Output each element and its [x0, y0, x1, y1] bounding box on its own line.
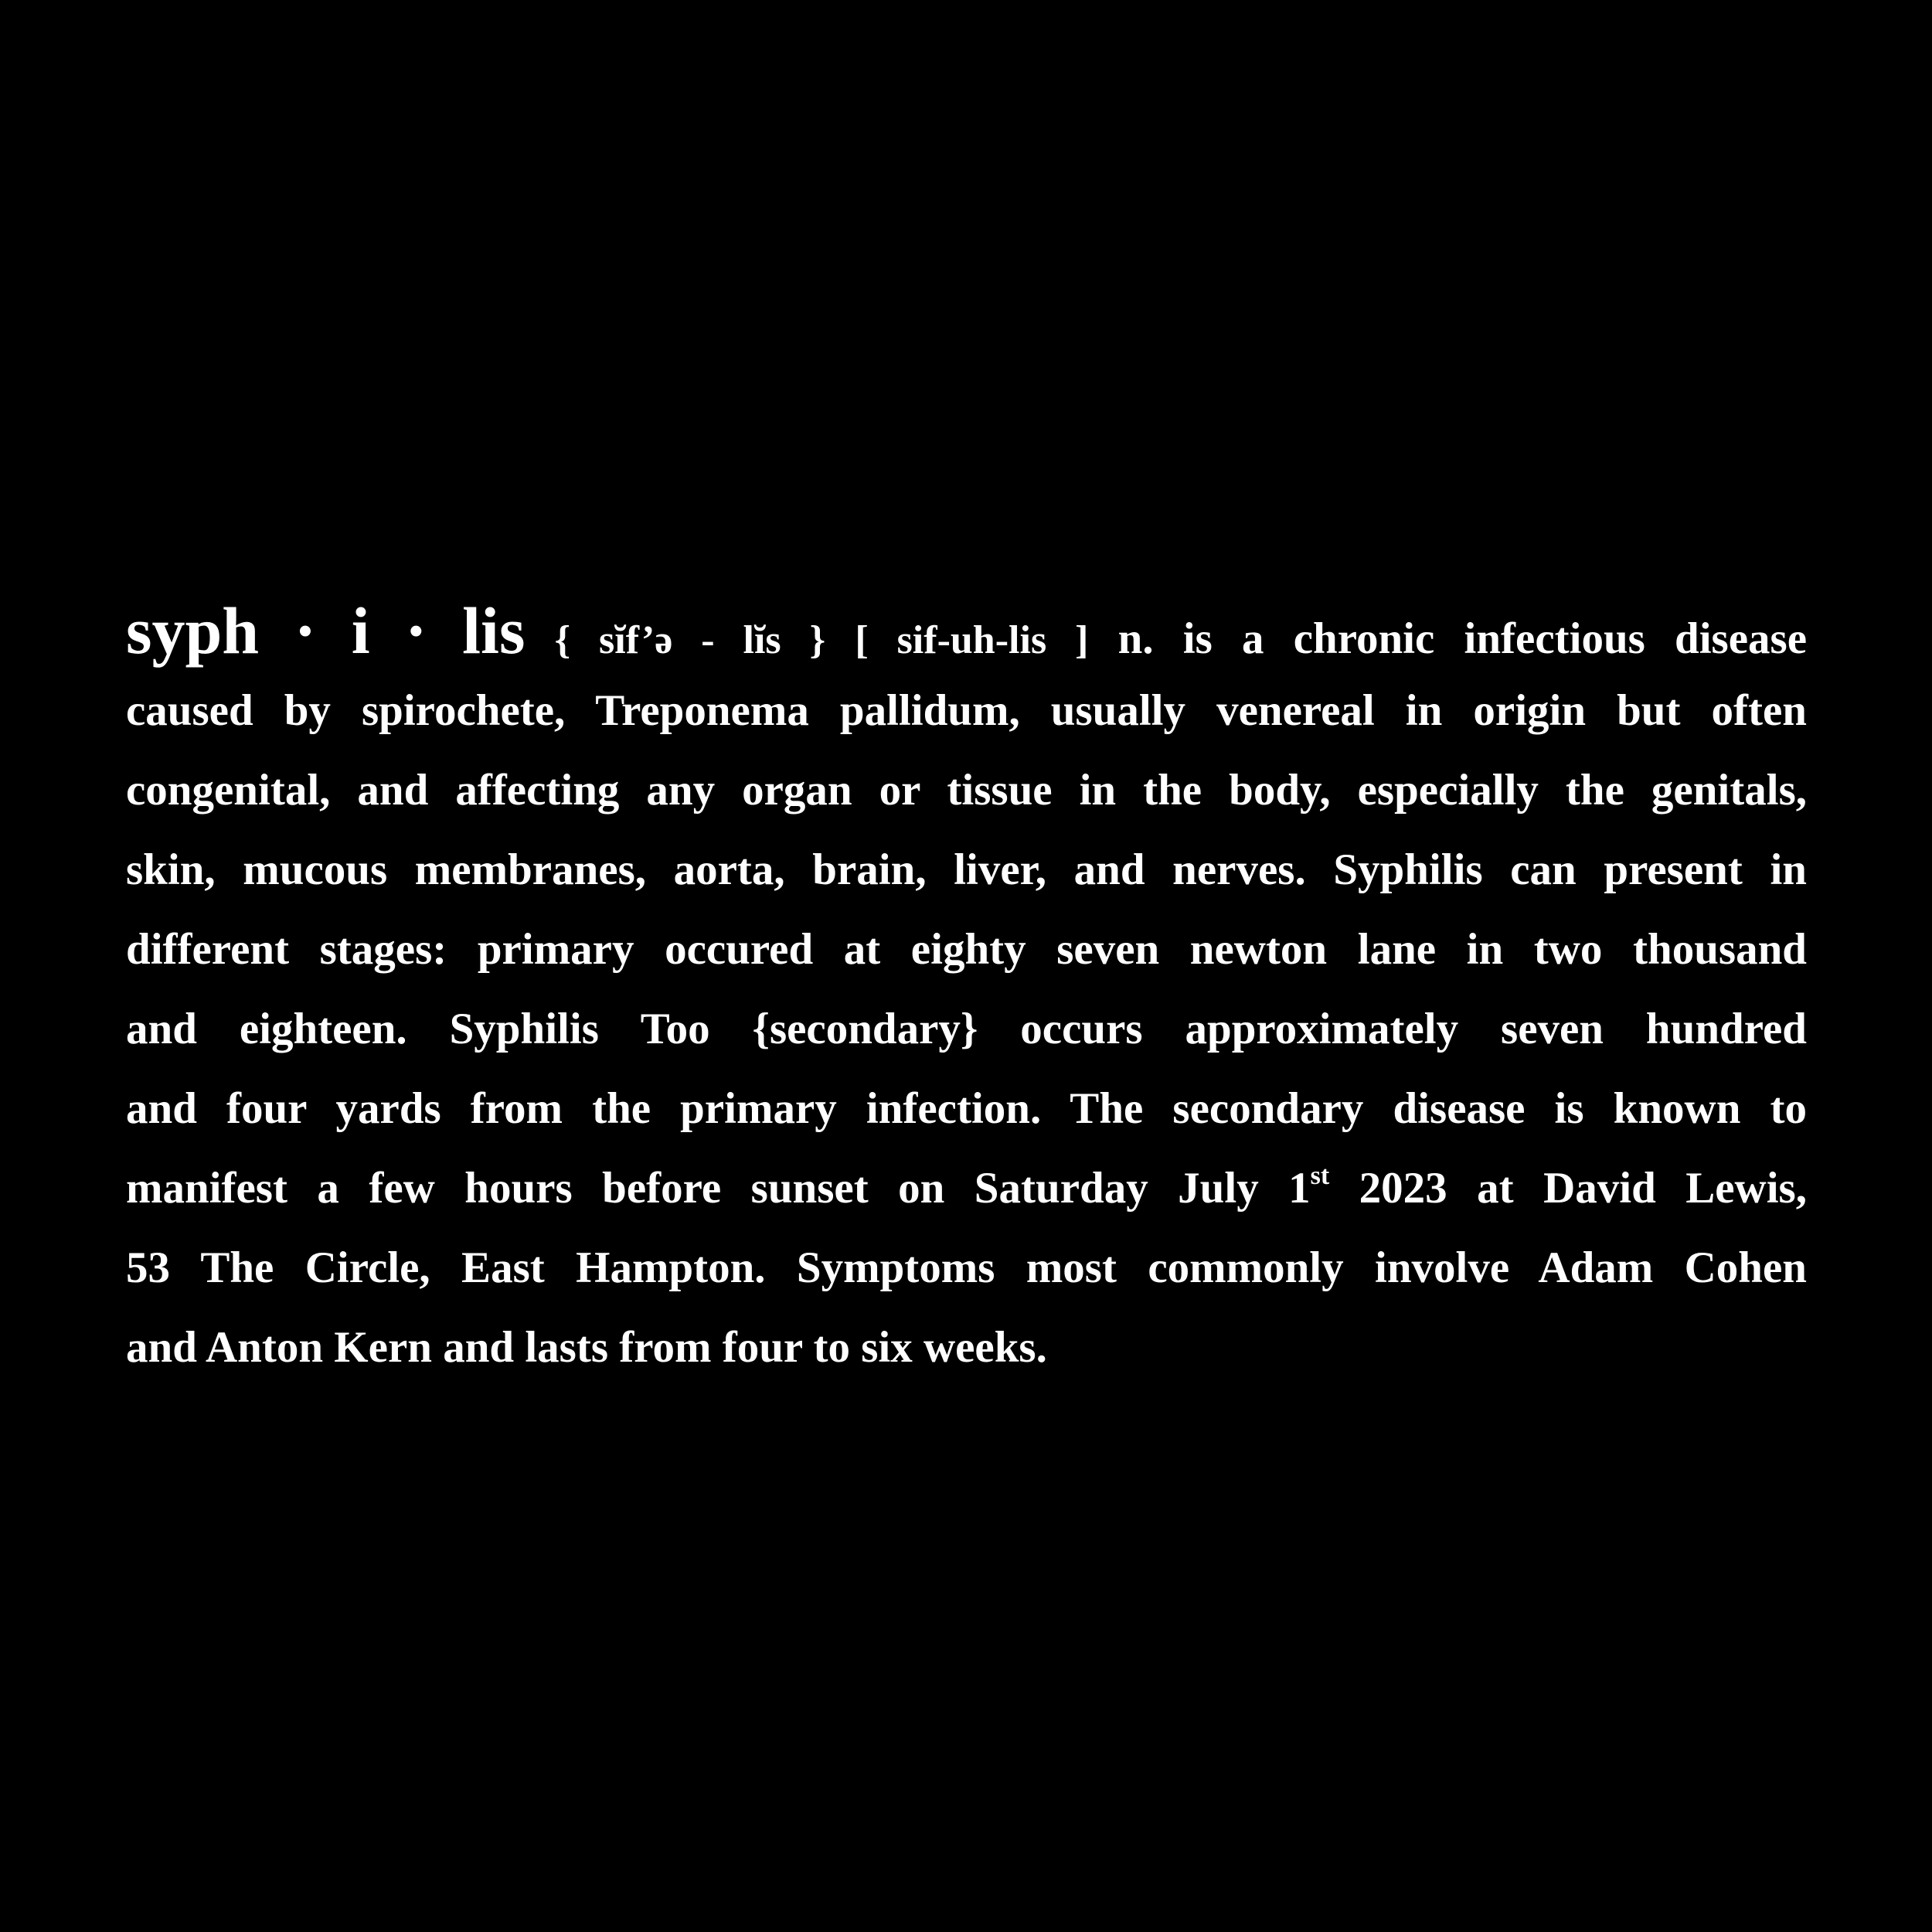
- definition-line-6: and eighteen. Syphilis Too {secondary} occurs approximately seven hundred: [126, 1005, 1807, 1053]
- pronunciation-braces: { sĭf’ə - lĭs }: [554, 618, 826, 662]
- definition-line-3: congenital, and affecting any organ or tissue in the body, especially the genitals,: [126, 766, 1807, 815]
- definition-line-8: [126, 1148, 1807, 1228]
- definition-text: n. is a chronic infectious disease: [1117, 614, 1808, 663]
- location-text: 2023 at David Lewis,: [1329, 1164, 1807, 1213]
- definition-line-2: caused by spirochete, Treponema pallidum, usually venereal in origin but often: [126, 686, 1807, 735]
- definition-line-9: 53 The Circle, East Hampton. Symptoms most commonly involve Adam Cohen: [126, 1243, 1807, 1292]
- definition-line-1: [126, 591, 1807, 671]
- ordinal-suffix: st: [1310, 1162, 1330, 1190]
- pronunciation-brackets: [ sif-uh-lis ]: [855, 618, 1089, 662]
- definition-line-10: and Anton Kern and lasts from four to six weeks.: [126, 1323, 1047, 1372]
- definition-line-7: and four yards from the primary infection. The secondary disease is known to: [126, 1084, 1807, 1133]
- definition-line-4: skin, mucous membranes, aorta, brain, liver, and nerves. Syphilis can present in: [126, 845, 1807, 894]
- date-text: manifest a few hours before sunset on Saturday July 1: [126, 1164, 1311, 1213]
- definition-line-5: different stages: primary occured at eighty seven newton lane in two thousand: [126, 925, 1807, 974]
- headword: syph · i · lis: [126, 594, 526, 668]
